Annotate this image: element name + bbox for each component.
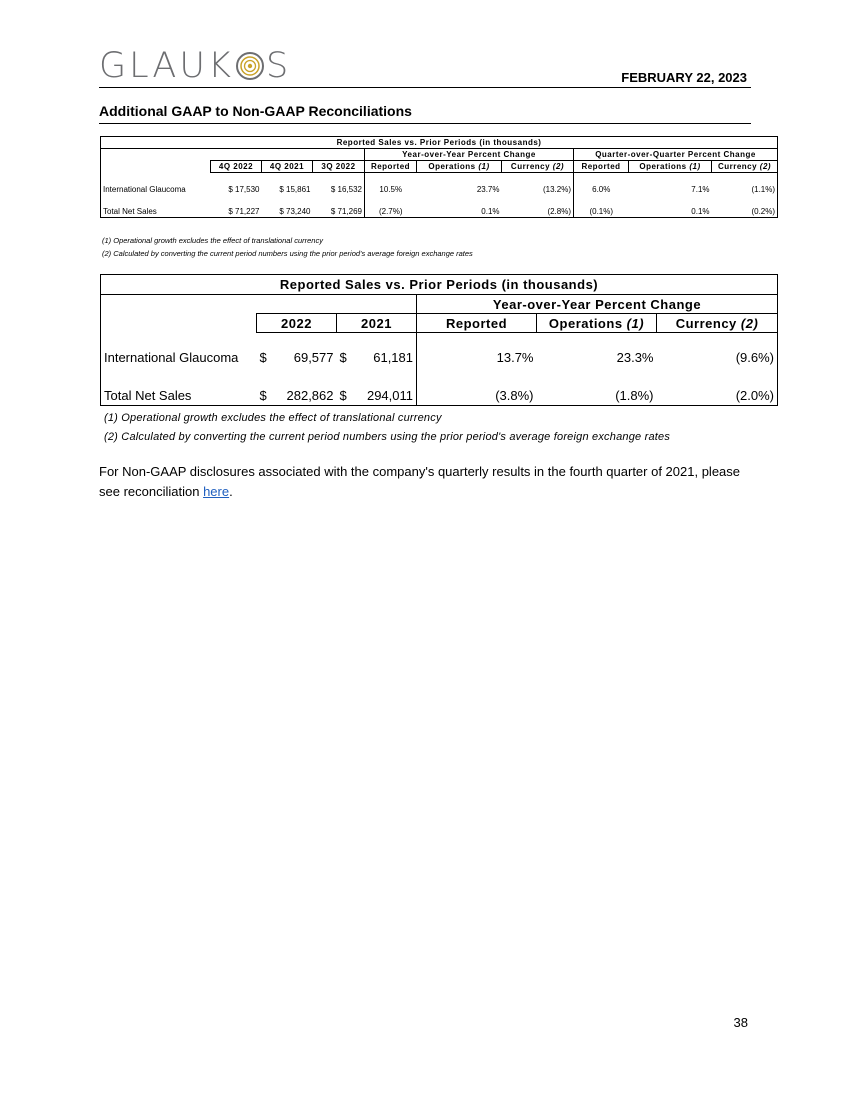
table2-yoy-header: Year-over-Year Percent Change bbox=[417, 295, 778, 314]
table1-col-yoy-operations: Operations (1) bbox=[417, 161, 502, 173]
table2-title: Reported Sales vs. Prior Periods (in thousands) bbox=[101, 275, 778, 295]
section-divider bbox=[99, 123, 751, 124]
glaukos-logo bbox=[99, 46, 291, 86]
annual-sales-table bbox=[100, 274, 778, 406]
table1-title: Reported Sales vs. Prior Periods (in thousands) bbox=[101, 137, 778, 149]
logo-text-left: GLAUK bbox=[99, 46, 234, 86]
table2-col-currency: Currency (2) bbox=[657, 314, 778, 333]
table1-footnote-1: (1) Operational growth excludes the effect of translational currency bbox=[102, 236, 323, 245]
logo-text-right: S bbox=[265, 46, 292, 86]
table2-col-2022: 2022 bbox=[257, 314, 337, 333]
header-divider bbox=[99, 87, 751, 88]
reconciliation-link[interactable]: here bbox=[203, 484, 230, 499]
table1-footnote-2: (2) Calculated by converting the current period numbers using the prior period's average foreign exchange rates bbox=[102, 249, 473, 258]
table1-yoy-header: Year-over-Year Percent Change bbox=[365, 149, 574, 161]
reconciliation-paragraph: For Non-GAAP disclosures associated with the company's quarterly results in the fourth quarter of 2021, please see reconciliation here. bbox=[99, 464, 741, 499]
page-number: 38 bbox=[733, 1015, 748, 1030]
table2-footnote-2: (2) Calculated by converting the current period numbers using the prior period's average foreign exchange rates bbox=[104, 431, 671, 443]
quarterly-sales-table bbox=[100, 136, 778, 218]
logo-swirl-icon bbox=[235, 51, 265, 81]
table-row: Total Net Sales $ 71,227 $ 73,240 $ 71,269 (2.7%) 0.1% (2.8%) (0.1%) 0.1% (0.2%) bbox=[101, 206, 778, 218]
table1-col-3q2022: 3Q 2022 bbox=[313, 161, 365, 173]
table1-col-4q2021: 4Q 2021 bbox=[262, 161, 313, 173]
document-date: FEBRUARY 22, 2023 bbox=[621, 70, 747, 85]
table2-footnote-1: (1) Operational growth excludes the effect of translational currency bbox=[104, 412, 442, 424]
table1-col-qoq-reported: Reported bbox=[574, 161, 629, 173]
table2-col-2021: 2021 bbox=[337, 314, 417, 333]
table1-col-yoy-reported: Reported bbox=[365, 161, 417, 173]
table2-col-operations: Operations (1) bbox=[537, 314, 657, 333]
table1-col-yoy-currency: Currency (2) bbox=[502, 161, 574, 173]
table1-col-qoq-operations: Operations (1) bbox=[629, 161, 712, 173]
section-title: Additional GAAP to Non-GAAP Reconciliations bbox=[99, 103, 412, 119]
table1-col-4q2022: 4Q 2022 bbox=[211, 161, 262, 173]
table2-col-reported: Reported bbox=[417, 314, 537, 333]
table-row: International Glaucoma $ 69,577 $ 61,181 13.7% 23.3% (9.6%) bbox=[101, 349, 778, 367]
table1-col-qoq-currency: Currency (2) bbox=[712, 161, 778, 173]
table1-qoq-header: Quarter-over-Quarter Percent Change bbox=[574, 149, 778, 161]
table-row: Total Net Sales $ 282,862 $ 294,011 (3.8%) (1.8%) (2.0%) bbox=[101, 387, 778, 406]
table-row: International Glaucoma $ 17,530 $ 15,861 $ 16,532 10.5% 23.7% (13.2%) 6.0% 7.1% (1.1%) bbox=[101, 184, 778, 195]
